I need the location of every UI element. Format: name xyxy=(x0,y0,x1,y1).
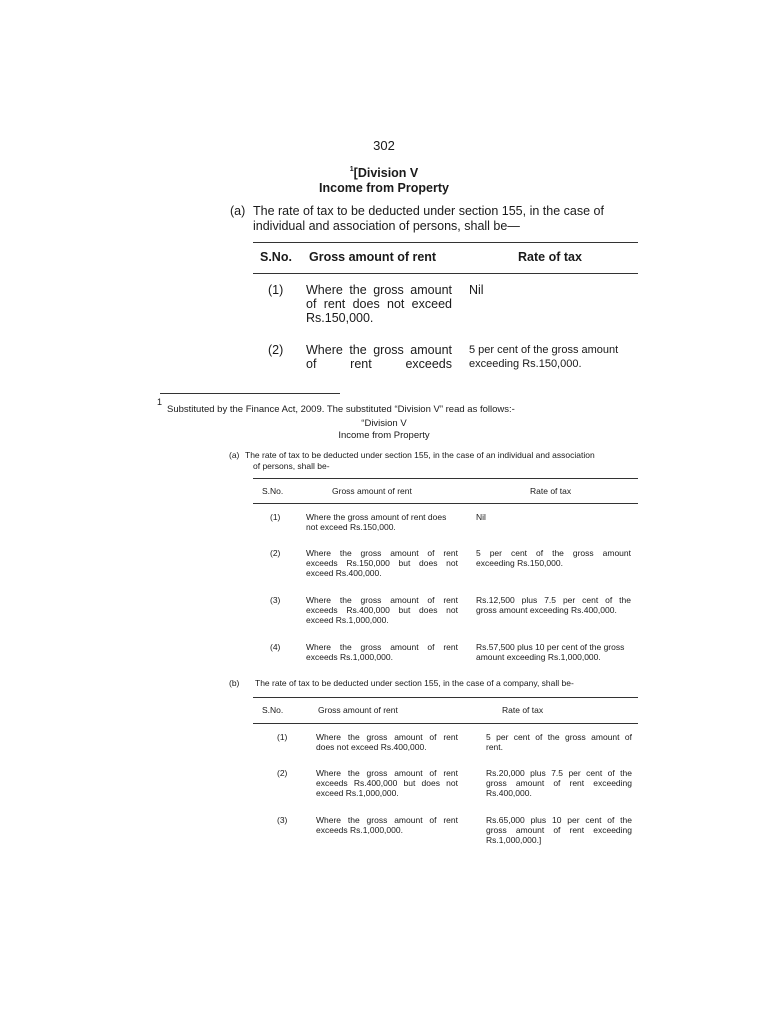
table-header-rule xyxy=(253,273,638,274)
row-rate: exceeding Rs.150,000. xyxy=(469,358,582,370)
header-gross-amount: Gross amount of rent xyxy=(309,250,437,264)
row-rate: gross amount exceeding Rs.400,000. xyxy=(476,605,617,615)
row-sno: (2) xyxy=(270,548,281,558)
header-rate: Rate of tax xyxy=(518,250,582,264)
row-amount: exceed Rs.1,000,000. xyxy=(306,615,389,625)
row-rate: Nil xyxy=(469,283,484,297)
footnote-clause-a-marker: (a) xyxy=(229,450,240,460)
row-amount: Where the gross amount of rent xyxy=(316,768,458,778)
table-header-rule xyxy=(253,503,638,504)
row-amount: Where the gross amount of rent xyxy=(306,548,458,558)
division-title xyxy=(0,166,768,180)
footnote-clause-b-marker: (b) xyxy=(229,678,240,688)
row-sno: (4) xyxy=(270,642,281,652)
row-sno: (2) xyxy=(268,343,284,357)
footnote-clause-b-text: The rate of tax to be deducted under section 155, in the case of a company, shall be- xyxy=(255,678,574,688)
row-rate: Rs.57,500 plus 10 per cent of the gross xyxy=(476,642,625,652)
row-amount: Rs.150,000. xyxy=(306,311,374,325)
row-rate: 5 per cent of the gross amount xyxy=(469,344,619,356)
row-amount: exceeds Rs.400,000 but does not xyxy=(306,605,458,615)
row-amount: exceed Rs.1,000,000. xyxy=(316,788,399,798)
row-rate: 5 per cent of the gross amount of xyxy=(486,732,632,742)
header-sno: S.No. xyxy=(262,486,284,496)
header-sno: S.No. xyxy=(260,250,292,264)
row-amount: Where the gross amount of rent xyxy=(306,595,458,605)
header-rate: Rate of tax xyxy=(530,486,572,496)
table-top-rule xyxy=(253,478,638,479)
header-gross-amount: Gross amount of rent xyxy=(332,486,412,496)
row-amount: Where the gross amount xyxy=(306,283,452,297)
footnote-rule xyxy=(160,393,340,394)
row-amount: exceeds Rs.400,000 but does not xyxy=(316,778,458,788)
row-amount: of rent does not exceed xyxy=(306,297,452,311)
row-rate: amount exceeding Rs.1,000,000. xyxy=(476,652,601,662)
row-amount: Where the gross amount of rent xyxy=(316,815,458,825)
clause-a-marker: (a) xyxy=(230,204,246,218)
row-sno: (2) xyxy=(277,768,288,778)
header-gross-amount: Gross amount of rent xyxy=(318,705,398,715)
row-rate: Rs.65,000 plus 10 per cent of the xyxy=(486,815,632,825)
row-amount: exceed Rs.400,000. xyxy=(306,568,382,578)
clause-a-text: The rate of tax to be deducted under section 155, in the case of individual and association of persons, shall be— xyxy=(253,204,604,233)
row-amount: exceeds Rs.1,000,000. xyxy=(306,652,393,662)
row-amount: Where the gross amount of rent xyxy=(306,642,458,652)
row-rate: Rs.20,000 plus 7.5 per cent of the xyxy=(486,768,632,778)
header-rate: Rate of tax xyxy=(502,705,544,715)
footnote-clause-a-text: The rate of tax to be deducted under section 155, in the case of an individual and association xyxy=(245,450,595,460)
row-sno: (1) xyxy=(270,512,281,522)
row-amount: Where the gross amount of rent does xyxy=(306,512,447,522)
row-amount: not exceed Rs.150,000. xyxy=(306,522,396,532)
row-amount: Where the gross amount of rent xyxy=(316,732,458,742)
row-rate: gross amount of rent exceeding xyxy=(486,825,632,835)
row-amount: of rent exceeds xyxy=(306,357,452,371)
table-top-rule xyxy=(253,697,638,698)
row-rate: 5 per cent of the gross amount xyxy=(476,548,631,558)
row-amount: Where the gross amount xyxy=(306,343,452,357)
row-rate: Rs.1,000,000.] xyxy=(486,835,542,845)
row-amount: exceeds Rs.150,000 but does not xyxy=(306,558,458,568)
row-rate: Rs.12,500 plus 7.5 per cent of the xyxy=(476,595,631,605)
header-sno: S.No. xyxy=(262,705,284,715)
table-top-rule xyxy=(253,242,638,243)
row-rate: Nil xyxy=(476,512,486,522)
row-rate: exceeding Rs.150,000. xyxy=(476,558,563,568)
row-sno: (1) xyxy=(277,732,288,742)
footnote-division: “Division V xyxy=(361,418,407,429)
row-sno: (3) xyxy=(277,815,288,825)
row-rate: rent. xyxy=(486,742,504,752)
footnote-reference: 1 xyxy=(349,166,354,173)
footnote-text: Substituted by the Finance Act, 2009. The substituted “Division V” read as follows:- xyxy=(167,404,515,415)
row-rate: Rs.400,000. xyxy=(486,788,532,798)
row-amount: does not exceed Rs.400,000. xyxy=(316,742,427,752)
table-header-rule xyxy=(253,723,638,724)
row-amount: exceeds Rs.1,000,000. xyxy=(316,825,403,835)
row-sno: (3) xyxy=(270,595,281,605)
page-number: 302 xyxy=(373,138,395,153)
footnote-income-title: Income from Property xyxy=(338,430,430,441)
footnote-clause-a-text: of persons, shall be- xyxy=(253,461,330,471)
division-subtitle: Income from Property xyxy=(319,181,449,195)
division-title-text: [Division V xyxy=(353,166,419,180)
footnote-mark: 1 xyxy=(157,397,163,407)
row-rate: gross amount of rent exceeding xyxy=(486,778,632,788)
row-sno: (1) xyxy=(268,283,284,297)
